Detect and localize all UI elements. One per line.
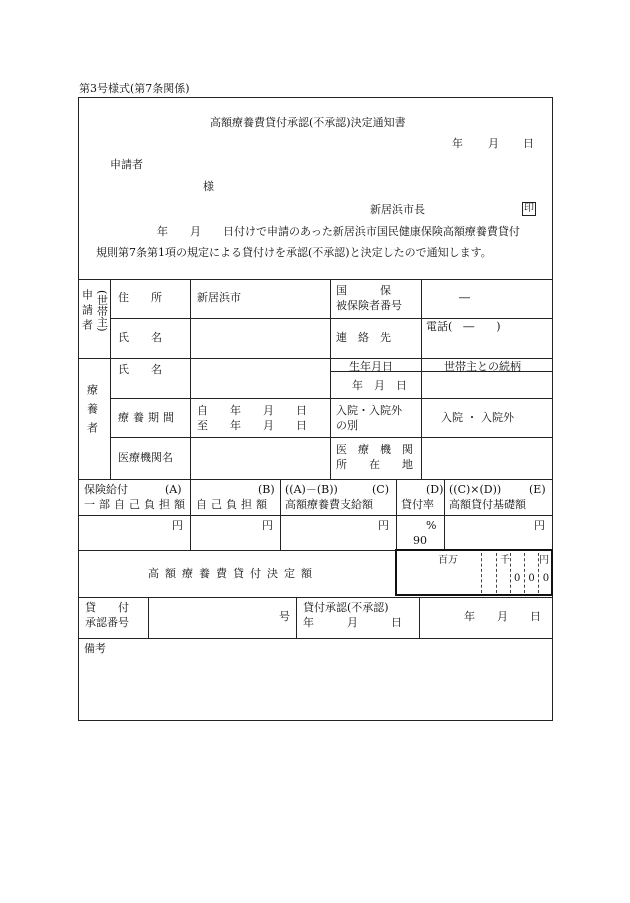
approval-number-field[interactable] xyxy=(149,598,279,637)
col-b-amount-field[interactable] xyxy=(191,516,279,549)
inpatient-type-label-2: の別 xyxy=(336,419,358,432)
col-e-yen: 円 xyxy=(534,519,545,532)
col-b-yen: 円 xyxy=(262,519,273,532)
col-d-mark: (D) xyxy=(426,483,444,496)
divider xyxy=(330,279,331,479)
patient-name-field[interactable] xyxy=(191,359,329,397)
institution-address-field[interactable] xyxy=(422,438,552,478)
divider xyxy=(78,279,553,280)
period-to-field[interactable]: 至 年 月 日 xyxy=(197,419,307,432)
remarks-label: 備考 xyxy=(84,642,106,655)
approval-number-label-2: 承認番号 xyxy=(85,616,129,629)
seal-mark: 印 xyxy=(524,203,534,214)
treatment-period-label: 療養期間 xyxy=(118,411,178,424)
divider xyxy=(110,318,553,319)
applicant-name-field[interactable] xyxy=(191,319,329,357)
col-d-percent: % xyxy=(426,519,437,532)
col-c-mark: (C) xyxy=(372,483,389,496)
col-e-amount-field[interactable] xyxy=(445,516,552,549)
applicant-name-label: 氏 名 xyxy=(118,331,162,344)
col-a-label-2: 一部自己負担額 xyxy=(84,498,189,511)
divider xyxy=(78,638,553,639)
col-b-label: 自己負担額 xyxy=(196,498,271,511)
remarks-field[interactable] xyxy=(79,660,552,720)
approval-number-label: 貸 付 xyxy=(85,601,129,614)
col-b-mark: (B) xyxy=(258,483,275,496)
patient-section-label: 療養者 xyxy=(85,384,99,441)
divider xyxy=(78,479,553,480)
phone-field[interactable]: 電話( ― ) xyxy=(426,320,501,333)
divider xyxy=(296,597,297,638)
period-from-field[interactable]: 自 年 月 日 xyxy=(197,404,307,417)
col-c-label-2: 高額療養費支給額 xyxy=(285,498,373,511)
householder-label: (世帯主) xyxy=(95,290,109,332)
col-a-yen: 円 xyxy=(172,519,183,532)
institution-name-label: 医療機関名 xyxy=(118,451,173,464)
col-e-mark: (E) xyxy=(529,483,546,496)
col-c-yen: 円 xyxy=(378,519,389,532)
institution-address-label-2: 所 在 地 xyxy=(336,458,413,471)
decision-amount-label: 高額療養費貸付決定額 xyxy=(148,567,318,580)
unit-thousand: 千 xyxy=(500,555,510,566)
col-a-label: 保険給付 xyxy=(84,483,128,496)
relation-field[interactable] xyxy=(422,372,552,397)
form-number: 第3号様式(第7条関係) xyxy=(79,82,190,95)
address-field[interactable]: 新居浜市 xyxy=(197,291,241,304)
col-c-amount-field[interactable] xyxy=(281,516,395,549)
divider xyxy=(110,279,111,479)
patient-name-label: 氏 名 xyxy=(118,363,162,376)
insured-number-field[interactable]: ― xyxy=(459,291,470,304)
unit-yen: 円 xyxy=(539,555,549,566)
approval-date-label-2: 年 月 日 xyxy=(303,616,402,629)
notice-text-line1: 年 月 日付けで申請のあった新居浜市国民健康保険高額療養費貸付 xyxy=(157,225,520,238)
institution-name-field[interactable] xyxy=(191,438,329,478)
digit-divider xyxy=(510,553,511,593)
col-d-label: 貸付率 xyxy=(401,498,434,511)
address-label: 住 所 xyxy=(118,291,162,304)
insured-number-label-2: 被保険者番号 xyxy=(336,299,402,312)
applicant-section-label: 申請者 xyxy=(80,289,94,334)
approval-date-field[interactable]: 年 月 日 xyxy=(464,610,541,623)
birthdate-field[interactable]: 年 月 日 xyxy=(352,379,407,392)
notice-text-line2: 規則第7条第1項の規定による貸付けを承認(不承認)と決定したので通知します。 xyxy=(96,246,492,259)
divider xyxy=(419,597,420,638)
col-a-amount-field[interactable] xyxy=(79,516,189,549)
col-e-label-2: 高額貸付基礎額 xyxy=(449,498,526,511)
relation-label: 世帯主との続柄 xyxy=(444,360,521,373)
divider xyxy=(110,398,553,399)
birthdate-label: 生年月日 xyxy=(349,360,393,373)
decision-zeros: 0 0 0 xyxy=(514,573,549,584)
inpatient-type-choice[interactable]: 入院 ・ 入院外 xyxy=(441,411,514,424)
insured-number-label: 国 保 xyxy=(336,284,391,297)
document-title: 高額療養費貸付承認(不承認)決定通知書 xyxy=(210,116,406,129)
col-e-label: ((C)×(D)) xyxy=(449,483,502,496)
divider xyxy=(396,479,397,550)
issue-date-year: 年 xyxy=(452,137,463,150)
institution-address-label: 医 療 機 関 xyxy=(336,443,413,456)
unit-million: 百万 xyxy=(438,555,458,566)
number-suffix: 号 xyxy=(279,610,290,623)
contact-label: 連 絡 先 xyxy=(336,331,391,344)
approval-date-label: 貸付承認(不承認) xyxy=(303,601,389,614)
inpatient-type-label: 入院・入院外 xyxy=(336,404,402,417)
issue-date-day: 日 xyxy=(523,137,534,150)
addressee-label: 申請者 xyxy=(110,158,143,171)
digit-divider xyxy=(481,553,482,593)
col-a-mark: (A) xyxy=(165,483,182,496)
issue-date-month: 月 xyxy=(488,137,499,150)
honorific: 様 xyxy=(203,180,214,193)
loan-rate-value: 90 xyxy=(413,534,427,547)
digit-divider xyxy=(496,553,497,593)
col-c-label: ((A)－(B)) xyxy=(285,483,338,496)
issuer-name: 新居浜市長 xyxy=(370,203,425,216)
